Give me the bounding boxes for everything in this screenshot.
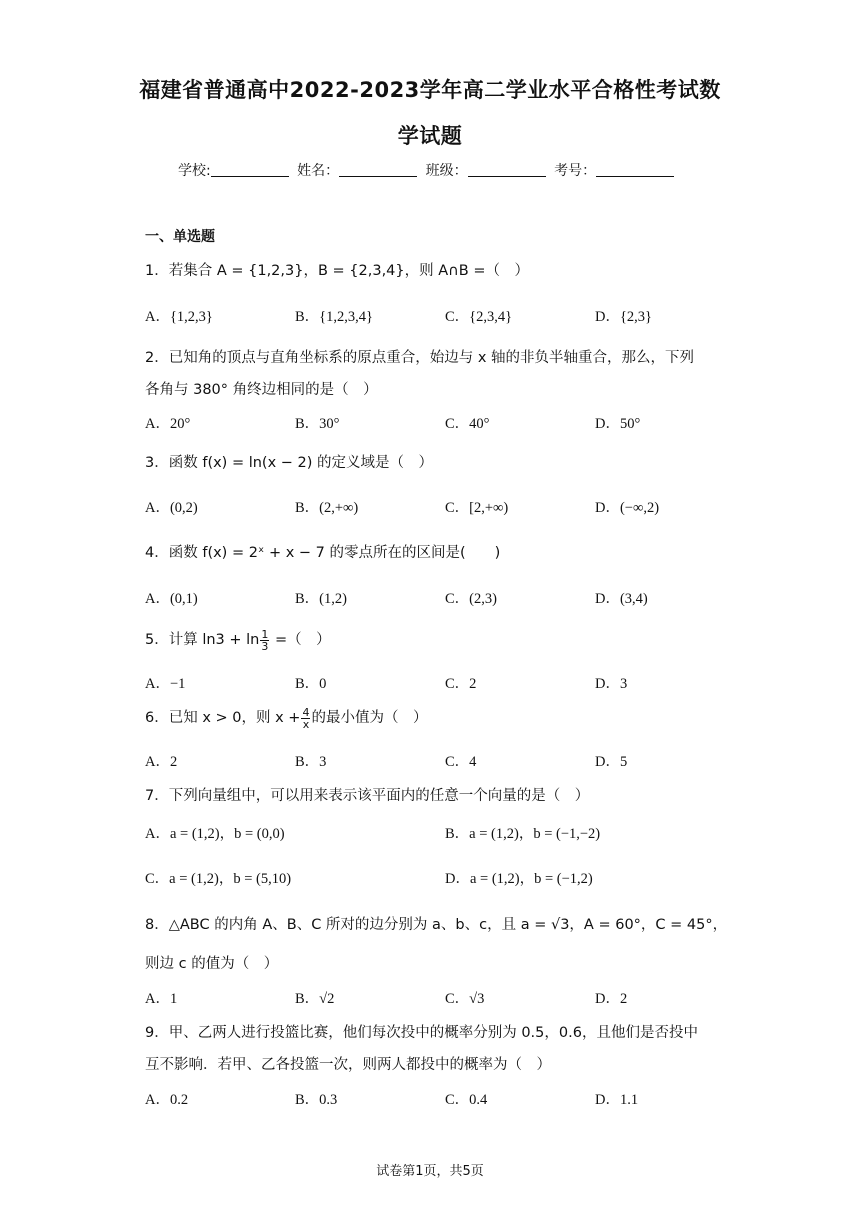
question-6-fraction-numerator: 4: [302, 705, 310, 719]
question-3-option-d: D．(−∞,2): [595, 500, 660, 516]
question-4-option-c: C．(2,3): [445, 591, 497, 607]
question-1-option-b: B．{1,2,3,4}: [295, 309, 373, 325]
question-9-option-a: A．0.2: [145, 1092, 189, 1108]
question-6-fraction-denominator: x: [302, 717, 310, 731]
school-label: 学校:: [178, 163, 211, 179]
section-title: 一、单选题: [145, 229, 215, 245]
exam-no-blank: [596, 162, 674, 177]
question-5-fraction-numerator: 1: [261, 627, 269, 641]
question-8-option-c: C．√3: [445, 991, 485, 1007]
question-3-option-a: A．(0,2): [145, 500, 198, 516]
question-4-option-a: A．(0,1): [145, 591, 198, 607]
question-7-option-b: B．a = (1,2)，b = (−1,−2): [445, 826, 601, 842]
question-7-option-c: C．a = (1,2)，b = (5,10): [145, 871, 292, 887]
class-label: 班级：: [425, 163, 468, 179]
question-3-option-c: C．[2,+∞): [445, 500, 509, 516]
question-6-option-a: A．2: [145, 754, 178, 770]
question-5-option-c: C．2: [445, 676, 477, 692]
question-4-stem: 4．函数 f(x) = 2ˣ + x − 7 的零点所在的区间是( ): [145, 545, 501, 561]
question-6-stem: [145, 706, 427, 730]
question-7-stem: 7．下列向量组中，可以用来表示该平面内的任意一个向量的是（ ）: [145, 788, 590, 804]
question-9-stem-line-2: 互不影响．若甲、乙各投篮一次，则两人都投中的概率为（ ）: [145, 1057, 551, 1073]
question-8-stem-line-1: 8．△ABC 的内角 A、B、C 所对的边分别为 a、b、c，且 a = √3，A = 60°，C = 45°，: [145, 917, 728, 933]
question-1-option-c: C．{2,3,4}: [445, 309, 513, 325]
question-6-fraction: [301, 707, 310, 730]
question-5-option-b: B．0: [295, 676, 327, 692]
question-5-stem-prefix: 5．计算 ln3 + ln: [145, 632, 260, 648]
question-4-option-d: D．(3,4): [595, 591, 648, 607]
name-label: 姓名：: [297, 163, 340, 179]
question-1-stem: 1．若集合 A = {1,2,3}，B = {2,3,4}，则 A∩B =（ ）: [145, 263, 529, 279]
question-7-option-a: A．a = (1,2)，b = (0,0): [145, 826, 285, 842]
question-5-fraction-denominator: 3: [261, 639, 269, 653]
question-3-stem: 3．函数 f(x) = ln(x − 2) 的定义域是（ ）: [145, 455, 434, 471]
question-2-option-a: A．20°: [145, 416, 191, 432]
name-blank: [339, 162, 417, 177]
question-8-stem-line-2: 则边 c 的值为（ ）: [145, 956, 279, 972]
question-5-option-a: A．−1: [145, 676, 186, 692]
question-9-stem-line-1: 9．甲、乙两人进行投篮比赛，他们每次投中的概率分别为 0.5，0.6，且他们是否投中: [145, 1025, 698, 1041]
question-2-option-c: C．40°: [445, 416, 490, 432]
question-7-option-d: D．a = (1,2)，b = (−1,2): [445, 871, 593, 887]
question-2-stem-line-2: 各角与 380° 角终边相同的是（ ）: [145, 382, 378, 398]
question-2-option-b: B．30°: [295, 416, 340, 432]
question-5-stem-suffix: =（ ）: [270, 632, 331, 648]
school-blank: [211, 162, 289, 177]
question-3-option-b: B．(2,+∞): [295, 500, 359, 516]
question-6-stem-prefix: 6．已知 x > 0，则 x +: [145, 710, 301, 726]
question-6-option-d: D．5: [595, 754, 628, 770]
question-9-option-b: B．0.3: [295, 1092, 338, 1108]
question-1-option-d: D．{2,3}: [595, 309, 653, 325]
question-9-option-c: C．0.4: [445, 1092, 488, 1108]
question-4-option-b: B．(1,2): [295, 591, 347, 607]
question-6-option-b: B．3: [295, 754, 327, 770]
page-title-line-2: 学试题: [397, 124, 463, 148]
exam-no-label: 考号：: [554, 163, 597, 179]
student-info-row: [178, 160, 678, 180]
question-8-option-a: A．1: [145, 991, 178, 1007]
question-9-option-d: D．1.1: [595, 1092, 639, 1108]
page-title-line-1: 福建省普通高中2022-2023学年高二学业水平合格性考试数: [139, 78, 721, 102]
page-footer: 试卷第1页，共5页: [376, 1164, 484, 1179]
question-5-stem: [145, 628, 331, 652]
question-5-fraction: [260, 629, 269, 652]
question-2-option-d: D．50°: [595, 416, 641, 432]
question-6-option-c: C．4: [445, 754, 477, 770]
class-blank: [468, 162, 546, 177]
question-5-option-d: D．3: [595, 676, 628, 692]
question-2-stem-line-1: 2．已知角的顶点与直角坐标系的原点重合，始边与 x 轴的非负半轴重合，那么，下列: [145, 350, 695, 366]
question-8-option-d: D．2: [595, 991, 628, 1007]
question-8-option-b: B．√2: [295, 991, 335, 1007]
question-6-stem-suffix: 的最小值为（ ）: [311, 710, 428, 726]
question-1-option-a: A．{1,2,3}: [145, 309, 213, 325]
